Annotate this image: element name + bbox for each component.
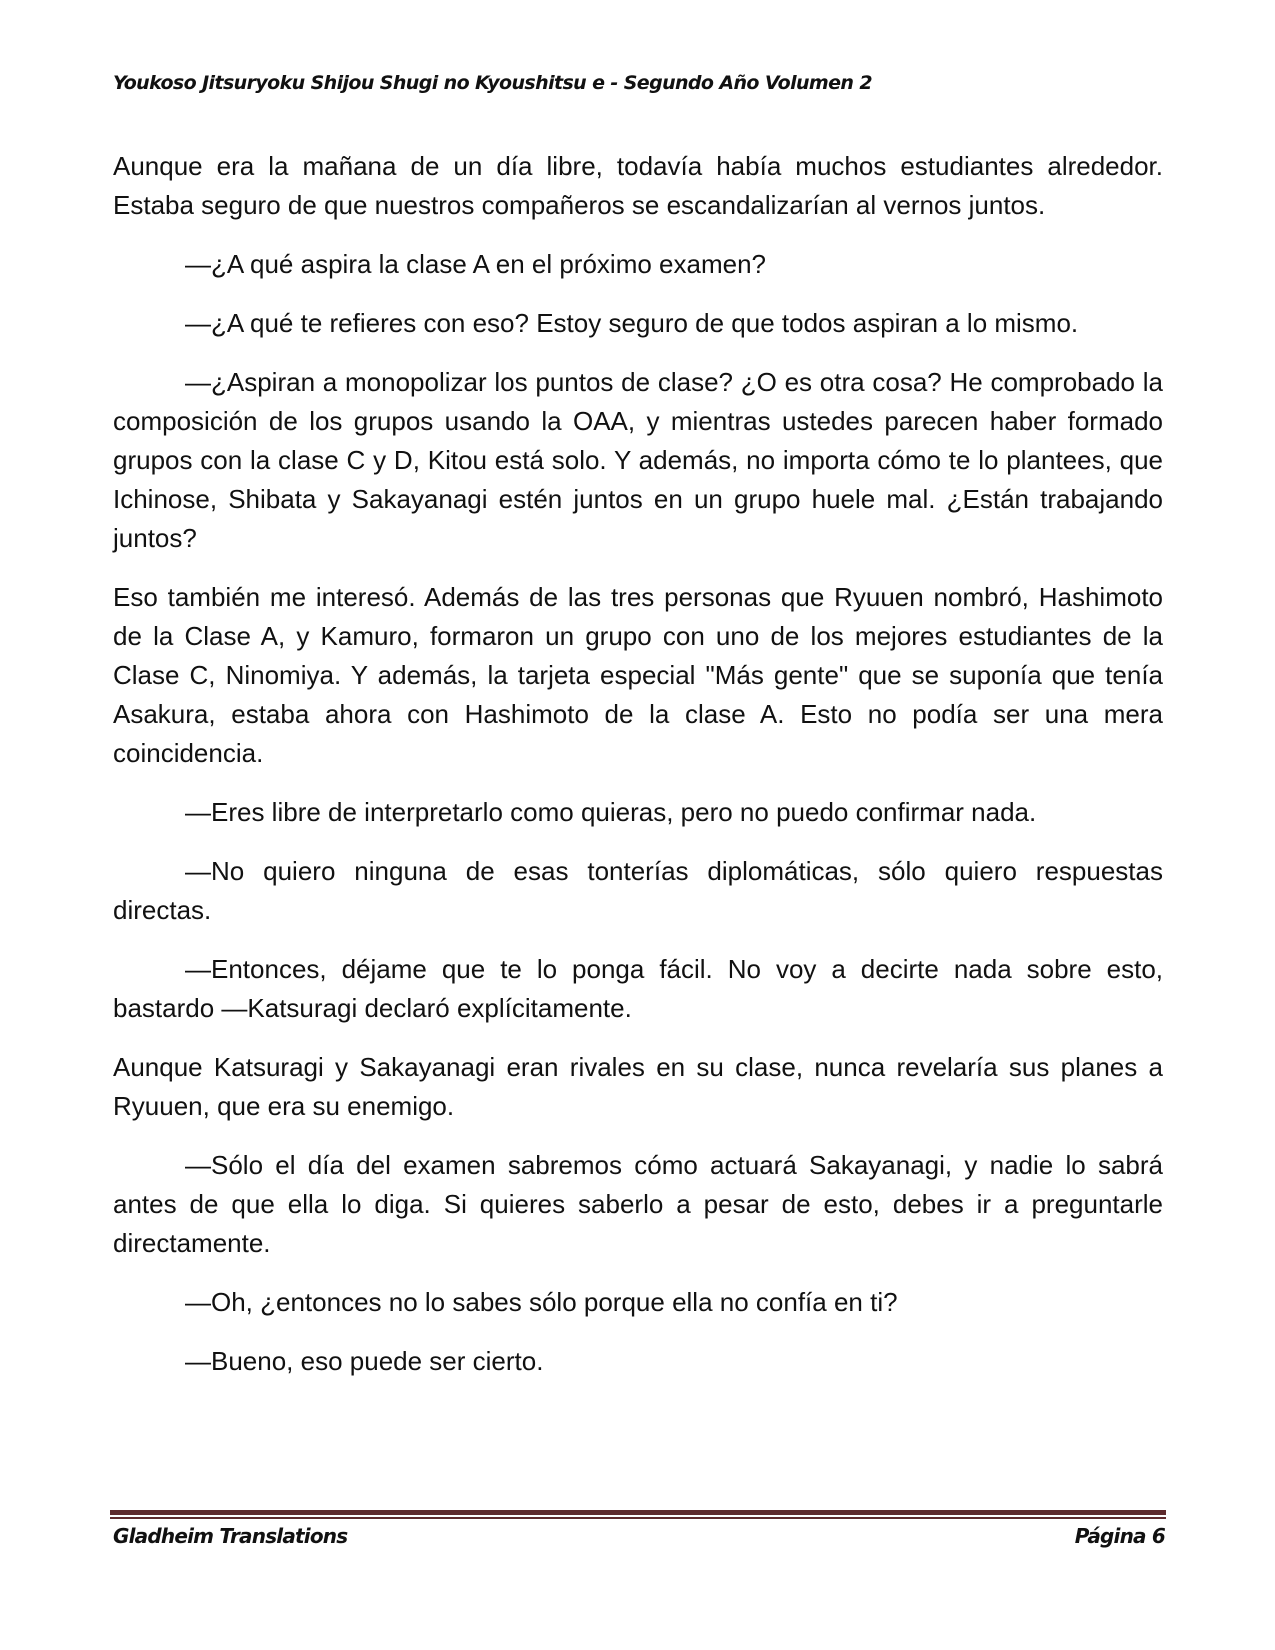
- dialogue-paragraph: —Bueno, eso puede ser cierto.: [185, 1346, 544, 1376]
- running-footer: [113, 1524, 1165, 1548]
- footer-divider-thick: [110, 1510, 1166, 1515]
- dialogue-paragraph: —¿A qué aspira la clase A en el próximo examen?: [185, 249, 766, 279]
- footer-divider: [110, 1510, 1166, 1519]
- body-text: [113, 147, 1163, 1401]
- running-header: Youkoso Jitsuryoku Shijou Shugi no Kyoushitsu e - Segundo Año Volumen 2: [113, 72, 872, 94]
- dialogue-paragraph: —No quiero ninguna de esas tonterías diplomáticas, sólo quiero respuestas directas.: [113, 856, 1163, 925]
- dialogue-paragraph: —Entonces, déjame que te lo ponga fácil. No voy a decirte nada sobre esto, bastardo —Katsuragi declaró explícitamente.: [113, 954, 1163, 1023]
- dialogue-paragraph: —Eres libre de interpretarlo como quieras, pero no puedo confirmar nada.: [185, 797, 1037, 827]
- dialogue-paragraph: —Oh, ¿entonces no lo sabes sólo porque ella no confía en ti?: [185, 1287, 898, 1317]
- page-number: Página 6: [1074, 1524, 1165, 1548]
- paragraph: Aunque era la mañana de un día libre, todavía había muchos estudiantes alrededor. Estaba seguro de que nuestros compañeros se escandalizarían al vernos juntos.: [113, 151, 1163, 220]
- paragraph: Eso también me interesó. Además de las tres personas que Ryuuen nombró, Hashimoto de la Clase A, y Kamuro, formaron un grupo con uno de los mejores estudiantes de la Clase C, Ninomiya. Y además, la tarjeta especial "Más gente" que se suponía que tenía Asakura, estaba ahora con Hashimoto de la clase A. Esto no podía ser una mera coincidencia.: [113, 582, 1163, 768]
- footer-divider-thin: [110, 1517, 1166, 1519]
- dialogue-paragraph: —¿A qué te refieres con eso? Estoy seguro de que todos aspiran a lo mismo.: [185, 308, 1079, 338]
- paragraph: Aunque Katsuragi y Sakayanagi eran rivales en su clase, nunca revelaría sus planes a Ryuuen, que era su enemigo.: [113, 1052, 1163, 1121]
- footer-credit: Gladheim Translations: [113, 1524, 348, 1548]
- dialogue-paragraph: —Sólo el día del examen sabremos cómo actuará Sakayanagi, y nadie lo sabrá antes de que ella lo diga. Si quieres saberlo a pesar de esto, debes ir a preguntarle directamente.: [113, 1150, 1163, 1258]
- dialogue-paragraph: —¿Aspiran a monopolizar los puntos de clase? ¿O es otra cosa? He comprobado la composición de los grupos usando la OAA, y mientras ustedes parecen haber formado grupos con la clase C y D, Kitou está solo. Y además, no importa cómo te lo plantees, que Ichinose, Shibata y Sakayanagi estén juntos en un grupo huele mal. ¿Están trabajando juntos?: [113, 367, 1163, 553]
